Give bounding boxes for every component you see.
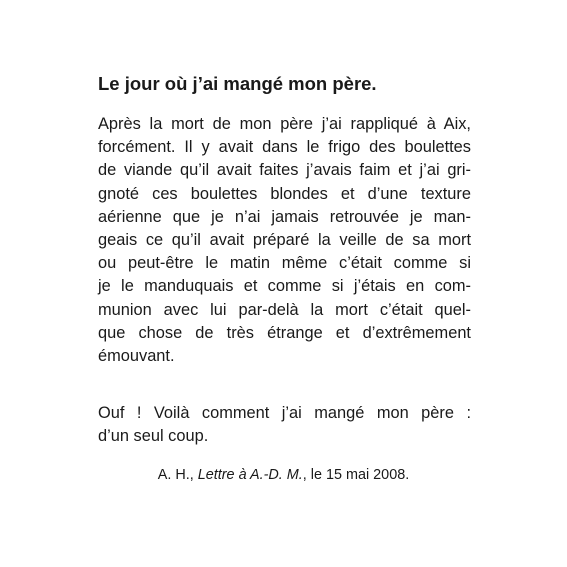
text-line: aérienne que je n’ai jamais retrouvée je man- xyxy=(98,207,471,226)
body-paragraph-1 xyxy=(98,113,471,368)
text-line: Ouf ! Voilà comment j’ai mangé mon père : xyxy=(98,404,471,422)
signature-date: , le 15 mai 2008. xyxy=(302,467,410,483)
text-line: je le manduquais et comme si j’étais en com- xyxy=(98,277,471,296)
text-line: d’un seul coup. xyxy=(98,427,209,446)
text-line: Après la mort de mon père j’ai rappliqué à Aix, xyxy=(98,115,471,133)
text-line: gnoté ces boulettes blondes et d’une texture xyxy=(98,184,471,203)
text-line: que chose de très étrange et d’extrêmement xyxy=(98,323,471,342)
text-line: de viande qu’il avait faites j’avais faim et j’ai gri- xyxy=(98,161,471,180)
signature-work-title: Lettre à A.-D. M. xyxy=(197,467,303,483)
text-line: émouvant. xyxy=(98,347,175,366)
text-line: forcément. Il y avait dans le frigo des boulettes xyxy=(98,138,471,157)
document-title: Le jour où j’ai mangé mon père. xyxy=(98,73,377,94)
signature-line xyxy=(0,465,567,485)
text-line: ou peut-être le matin même c’était comme si xyxy=(98,254,471,273)
text-line: munion avec lui par-delà la mort c’était quel- xyxy=(98,300,471,319)
signature-author: A. H., xyxy=(157,467,198,483)
text-line: geais ce qu’il avait préparé la veille de sa mort xyxy=(98,231,471,250)
body-paragraph-2 xyxy=(98,402,471,448)
